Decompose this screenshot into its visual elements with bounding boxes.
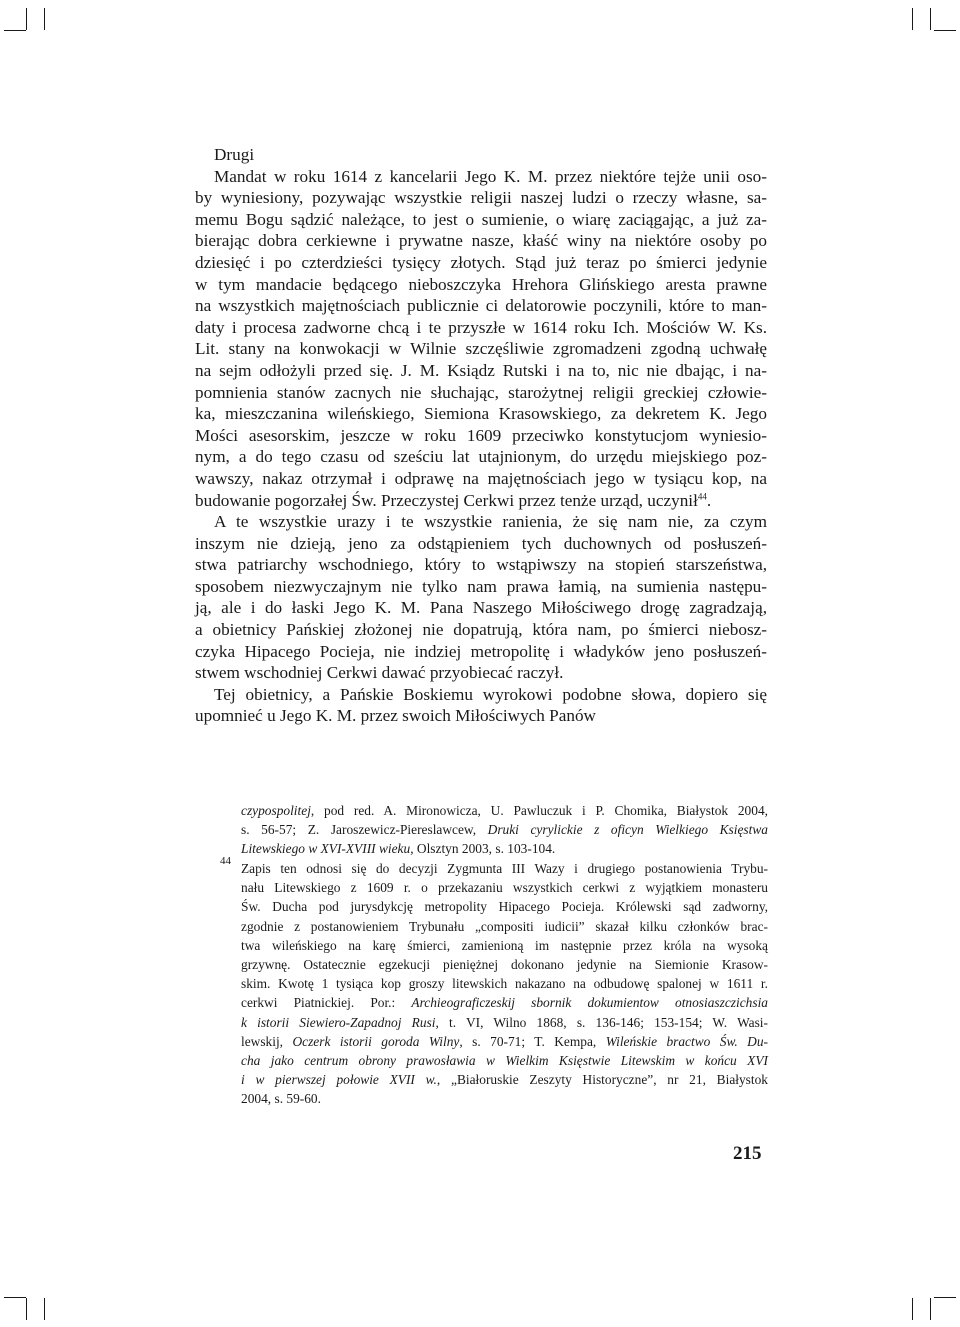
citation-title: Oczerk istorii goroda Wilny (292, 1033, 460, 1049)
paragraph-2 (195, 511, 767, 684)
citation-title: Litewskiego w XVI-XVIII wieku (241, 841, 411, 857)
footnote-line (241, 1051, 768, 1070)
footnote-line: 2004, s. 59-60. (241, 1091, 321, 1107)
crop-mark (44, 8, 45, 30)
crop-mark (930, 8, 931, 30)
footnote-line: Zapis ten odnosi się do decyzji Zygmunta III Wazy i drugiego postanowienia Trybu- (241, 861, 768, 876)
citation-title: k istorii Siewiero-Zapadnoj Rusi (241, 1014, 436, 1030)
footnote-line (241, 1032, 768, 1051)
text-line: na wszystkich majętnościach publicznie ci delatorowie poczynili, które to man- (195, 296, 767, 316)
text-fragment: s. 56-57; Z. Jaroszewicz-Piereslawcew, (241, 822, 488, 838)
crop-mark (912, 8, 913, 30)
footnote-line: zgodnie z postanowieniem Trybunału „compositi iudicii” skazał kilku członków brac- (241, 918, 768, 934)
text-line: A te wszystkie urazy i te wszystkie ranienia, że się nam nie, za czym (214, 512, 767, 532)
citation-title: i w pierwszej połowie XVII w. (241, 1072, 437, 1088)
crop-mark (44, 1298, 45, 1320)
footnote-line (241, 1070, 768, 1089)
text-line: memu Bogu sądzić należące, to jest o sumienie, o wiarę zaciągając, a już za- (195, 209, 767, 229)
crop-mark (26, 1298, 27, 1320)
text-line-last: upomnieć u Jego K. M. przez swoich Miłościwych Panów (195, 706, 596, 726)
text-line: w tym mandacie będącego nieboszczyka Hrehora Glińskiego aresta prawne (195, 274, 767, 294)
text-line-last (195, 490, 767, 512)
crop-mark (4, 1297, 26, 1298)
citation-title: Archieograficzeskij sbornik dokumientow otnosiaszczichsia (411, 995, 768, 1011)
footnote-continuation (241, 801, 768, 859)
text-line: by wyniesiony, pozywając wszystkie religii naszej ludzi o rzeczy własne, sa- (195, 188, 767, 208)
text-line: Lit. stany na konwokacji w Wilnie szczęśliwie zgromadzeni zgodną uchwałę (195, 339, 767, 359)
text-line: Mandat w roku 1614 z kancelarii Jego K. M. przez niektóre tejże unii oso- (214, 166, 767, 186)
footnote-line: grzywnę. Ostatecznie egzekucji pieniężnej dokonano jedynie na Siemionie Krasow- (241, 957, 768, 973)
text-line: pomnienia stanów zacnych nie słuchając, starożytnej religii greckiej człowie- (195, 382, 767, 402)
footnote-line (241, 993, 768, 1012)
text-line: Mości asesorskim, jeszcze w roku 1609 przeciwko konstytucjom wyniesio- (195, 425, 767, 445)
heading-label: Drugi (214, 145, 255, 164)
text-line: inszym nie dzieją, jeno za odstąpieniem tych duchownych od posłuszeń- (195, 533, 767, 553)
text-line: na sejm odłożyli przed się. J. M. Ksiądz Rutski i na to, nic nie dbając, i na- (195, 360, 767, 380)
footnote-line: twa wileńskiego na karę śmierci, zamienioną im następnie przez króla na wysoką (241, 937, 768, 953)
footnote-line (241, 1013, 768, 1032)
footnote-reference[interactable]: 44 (697, 490, 707, 501)
page-number: 215 (733, 1143, 762, 1164)
text-line: ją, ale i do łaski Jego K. M. Pana Naszego Miłościwego drogę zagradzają, (195, 598, 767, 618)
text-fragment: lewskij, (241, 1033, 293, 1049)
crop-mark (912, 1298, 913, 1320)
footnote-line: nału Litewskiego z 1609 r. o przekazaniu wszystkich cerkwi z wyjątkiem monasteru (241, 880, 768, 896)
text-line: ka, mieszczanina wileńskiego, Siemiona Krasowskiego, za dekretem K. Jego (195, 404, 767, 424)
footnote-line (241, 839, 768, 858)
footnote-line (241, 820, 768, 839)
paragraph-1 (195, 166, 767, 512)
crop-mark (934, 30, 956, 31)
paragraph-3 (195, 684, 767, 727)
text-fragment: , pod red. A. Mironowicza, U. Pawluczuk i P. Chomika, Białystok 2004, (310, 803, 768, 818)
text-fragment: budowanie pogorzałej Św. Przeczystej Cerkwi przez tenże urząd, uczynił (195, 490, 698, 510)
crop-mark (4, 30, 26, 31)
footnote-number: 44 (220, 855, 231, 867)
text-line: stwa patriarchy wschodniego, który to wstąpiwszy na stopień starszeństwa, (195, 555, 767, 575)
text-fragment: cerkwi Piatnickiej. Por.: (241, 995, 412, 1011)
text-line-last: stwem wschodniej Cerkwi dawać przyobiecać raczył. (195, 663, 564, 683)
footnote-line: skim. Kwotę 1 tysiąca kop groszy litewskich nakazano na odbudowę spalonej w 1611 r. (241, 976, 768, 992)
text-line: dziesięć i po czterdzieści tysięcy złotych. Stąd już teraz po śmierci jedynie (195, 252, 767, 272)
text-line: nym, a do tego czasu od sześciu lat utajnionym, do urzędu miejskiego poz- (195, 447, 767, 467)
citation-title: Druki cyrylickie z oficyn Wielkiego Księstwa (487, 822, 768, 838)
text-fragment: , t. VI, Wilno 1868, s. 136-146; 153-154; W. Wasi- (435, 1014, 768, 1030)
text-fragment: , Olsztyn 2003, s. 103-104. (410, 841, 556, 857)
text-line: Tej obietnicy, a Pańskie Boskiemu wyrokowi podobne słowa, dopiero się (214, 684, 767, 704)
crop-mark (26, 8, 27, 30)
crop-mark (930, 1298, 931, 1320)
text-line: sposobem niezwyczajnym nie tylko nam prawa łamią, na sumienia następu- (195, 576, 767, 596)
footnote-line: Św. Ducha pod jurysdykcję metropolity Hipacego Pocieja. Królewski sąd zadworny, (241, 899, 768, 915)
citation-title: cha jako centrum obrony prawosławia w Wielkim Księstwie Litewskim w końcu XVI (241, 1053, 768, 1069)
text-line: daty i procesa zadworne chcą i te przyszłe w 1614 roku Ich. Mościów W. Ks. (195, 317, 767, 337)
text-fragment: . (706, 490, 712, 510)
citation-title: czypospolitej (241, 803, 311, 818)
crop-mark (934, 1297, 956, 1298)
text-line: czyka Hipacego Pocieja, nie indziej metropolitę i władyków jeno posłuszeń- (195, 641, 767, 661)
text-line: a obietnicy Pańskiej złożonej nie dopatrują, która nam, po śmierci niebosz- (195, 620, 767, 640)
main-text (195, 144, 767, 727)
citation-title: Wileńskie bractwo Św. Du- (605, 1033, 768, 1049)
text-line: bierając dobra cerkiewne i prywatne nasze, kłaść winy na niektóre osoby po (195, 231, 767, 251)
text-fragment: , s. 70-71; T. Kempa, (459, 1033, 606, 1049)
text-line: wawszy, nakaz otrzymał i odprawę na majętnościach jego w tysiącu kop, na (195, 468, 767, 488)
text-fragment: , „Białoruskie Zeszyty Historyczne”, nr 21, Białystok (436, 1072, 768, 1088)
footnote-line (241, 801, 768, 820)
footnote-44 (241, 859, 768, 1109)
